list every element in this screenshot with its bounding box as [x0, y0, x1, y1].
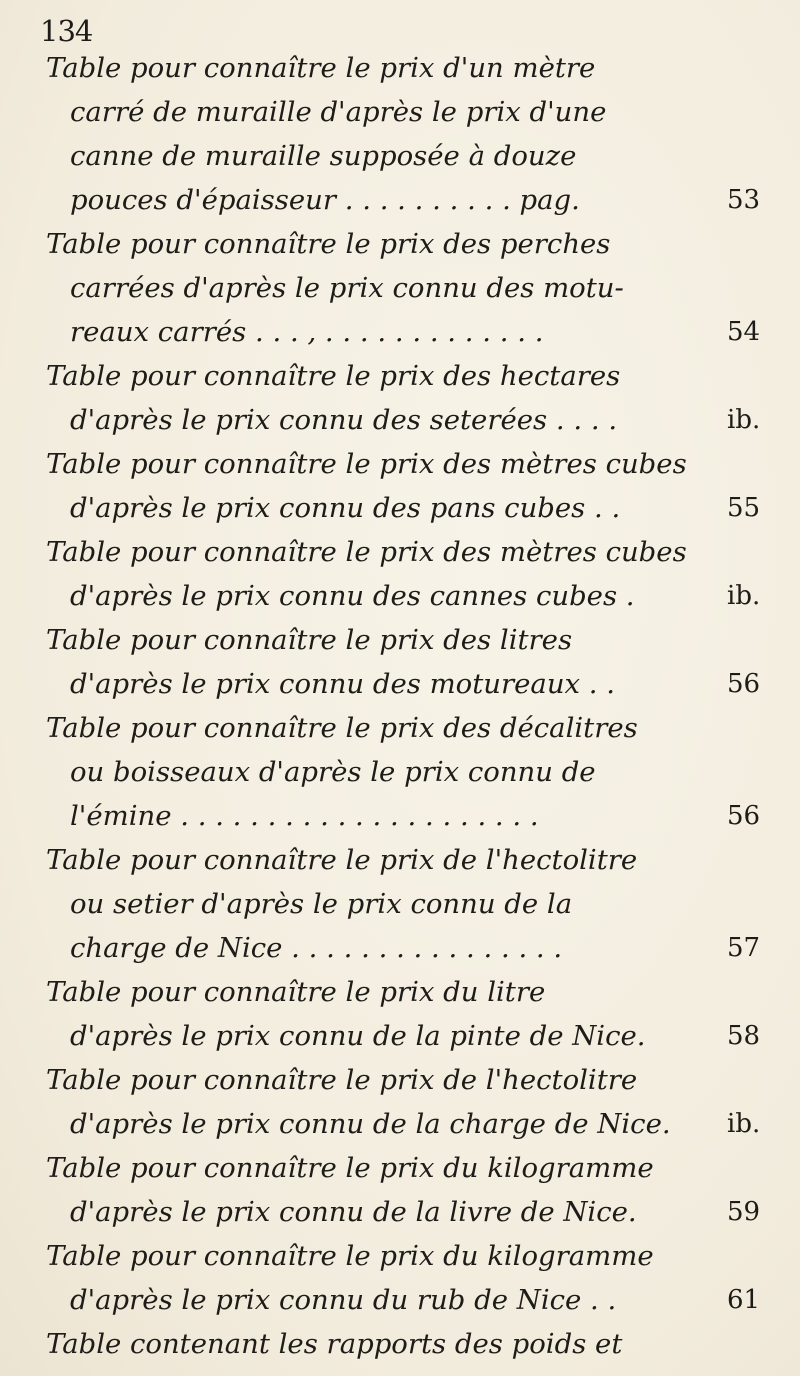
toc-entry-line: [0, 838, 800, 882]
toc-entry-text: Table pour connaître le prix des mètres cubes: [46, 536, 687, 568]
toc-entry-text: d'après le prix connu des pans cubes . .: [70, 492, 621, 524]
toc-entry: [0, 838, 800, 970]
toc-entry-text: d'après le prix connu du rub de Nice . .: [70, 1284, 617, 1316]
toc-page-reference: ib.: [727, 1109, 761, 1139]
toc-entry: [0, 1234, 800, 1322]
toc-entry-text: carrées d'après le prix connu des motu-: [70, 272, 624, 304]
toc-entry-text: Table pour connaître le prix du litre: [46, 976, 546, 1008]
toc-entry-line: [0, 310, 800, 354]
toc-entry-line: [0, 46, 800, 90]
toc-entry-text: reaux carrés . . . , . . . . . . . . . . . . .: [70, 316, 544, 348]
toc-page-reference: 56: [727, 801, 761, 831]
toc-page-reference: 58: [727, 1021, 761, 1051]
toc-entry-line: [0, 134, 800, 178]
toc-entry-text: d'après le prix connu des cannes cubes .: [70, 580, 635, 612]
toc-entry-line: [0, 882, 800, 926]
toc-entry-text: canne de muraille supposée à douze: [70, 140, 577, 172]
toc-entry-line: [0, 442, 800, 486]
toc-entry-line: [0, 618, 800, 662]
toc-entry-line: [0, 178, 800, 222]
toc-entry-text: l'émine . . . . . . . . . . . . . . . . . . . . .: [70, 800, 539, 832]
toc-entry: [0, 706, 800, 838]
toc-page-reference: 57: [727, 933, 761, 963]
toc-entry-line: [0, 1014, 800, 1058]
toc-entry-text: charge de Nice . . . . . . . . . . . . . . . .: [70, 932, 563, 964]
toc-entry: [0, 442, 800, 530]
toc-entry-text: Table contenant les rapports des poids et: [46, 1328, 623, 1360]
toc-entry-line: [0, 970, 800, 1014]
toc-page-reference: 54: [727, 317, 761, 347]
toc-entry-line: [0, 90, 800, 134]
toc-entry-text: Table pour connaître le prix du kilogramme: [46, 1240, 654, 1272]
toc-entry-text: d'après le prix connu des seterées . . . .: [70, 404, 618, 436]
toc-entry-line: [0, 1058, 800, 1102]
toc-entry-line: [0, 706, 800, 750]
toc-page-reference: 59: [727, 1197, 761, 1227]
toc-entry-text: pouces d'épaisseur . . . . . . . . . . pag.: [70, 184, 580, 216]
toc-entry-line: [0, 1190, 800, 1234]
toc-entry-text: Table pour connaître le prix de l'hectolitre: [46, 844, 638, 876]
toc-entry-line: [0, 398, 800, 442]
toc-entry-text: d'après le prix connu de la charge de Nice.: [70, 1108, 671, 1140]
toc-entry-line: [0, 1322, 800, 1366]
toc-page-reference: 55: [727, 493, 761, 523]
toc-entry-text: Table pour connaître le prix des mètres cubes: [46, 448, 687, 480]
toc-entry-text: d'après le prix connu des motureaux . .: [70, 668, 616, 700]
toc-page-reference: ib.: [727, 405, 761, 435]
toc-entry-line: [0, 354, 800, 398]
toc-page-reference: 61: [727, 1285, 761, 1315]
toc-entry-text: ou setier d'après le prix connu de la: [70, 888, 573, 920]
toc-page-reference: 53: [727, 185, 761, 215]
toc-entry-text: Table pour connaître le prix des perches: [46, 228, 611, 260]
toc-entry: [0, 618, 800, 706]
toc-entry-line: [0, 662, 800, 706]
toc-entry-line: [0, 794, 800, 838]
toc-entry-line: [0, 1278, 800, 1322]
toc-entry: [0, 46, 800, 222]
toc-entry: [0, 530, 800, 618]
toc-entry: [0, 354, 800, 442]
toc-entry-line: [0, 266, 800, 310]
toc-entry-line: [0, 750, 800, 794]
toc-entry-text: d'après le prix connu de la pinte de Nice.: [70, 1020, 646, 1052]
toc-entry: [0, 222, 800, 354]
toc-entry-line: [0, 1234, 800, 1278]
toc-page-reference: 56: [727, 669, 761, 699]
toc-entry-text: Table pour connaître le prix de l'hectolitre: [46, 1064, 638, 1096]
toc-entry: [0, 1322, 800, 1366]
toc-entry: [0, 1146, 800, 1234]
toc-entry-text: ou boisseaux d'après le prix connu de: [70, 756, 596, 788]
toc-entry-text: Table pour connaître le prix des décalitres: [46, 712, 638, 744]
toc-entry-line: [0, 530, 800, 574]
toc-entry-line: [0, 1102, 800, 1146]
toc-entry: [0, 970, 800, 1058]
toc-entry-text: carré de muraille d'après le prix d'une: [70, 96, 607, 128]
toc-page-reference: ib.: [727, 581, 761, 611]
toc-entry-line: [0, 222, 800, 266]
toc-entry-line: [0, 574, 800, 618]
toc-entry-text: Table pour connaître le prix du kilogramme: [46, 1152, 654, 1184]
toc-entry-line: [0, 926, 800, 970]
page-number: 134: [40, 14, 93, 48]
toc-entry-line: [0, 486, 800, 530]
table-of-contents: [0, 46, 800, 1366]
toc-entry: [0, 1058, 800, 1146]
toc-entry-text: Table pour connaître le prix des hectares: [46, 360, 621, 392]
toc-entry-text: Table pour connaître le prix des litres: [46, 624, 573, 656]
toc-entry-text: d'après le prix connu de la livre de Nice.: [70, 1196, 637, 1228]
toc-entry-text: Table pour connaître le prix d'un mètre: [46, 52, 596, 84]
toc-entry-line: [0, 1146, 800, 1190]
